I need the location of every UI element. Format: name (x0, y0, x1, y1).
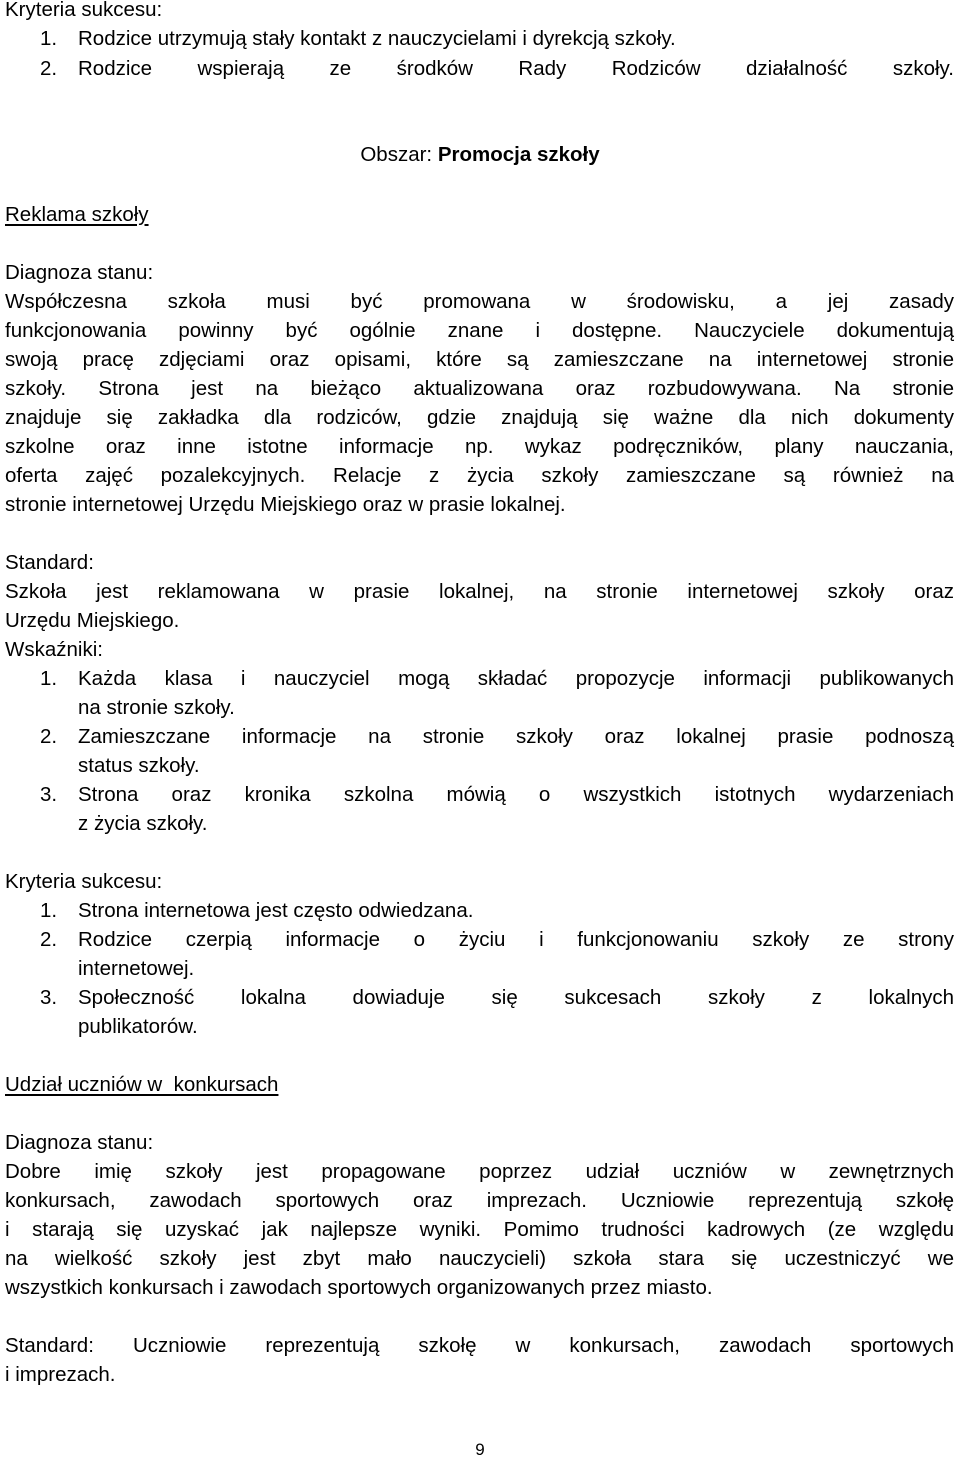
list-item: Rodzice utrzymują stały kontakt z nauczycielami i dyrekcją szkoły. (78, 27, 676, 50)
list-item: internetowej. (78, 957, 195, 980)
list-number: 3. (40, 783, 58, 806)
section-title: Reklama szkoły (5, 203, 149, 226)
area-heading (0, 141, 960, 169)
area-prefix: Obszar: (360, 143, 433, 166)
list-item: na stronie szkoły. (78, 696, 235, 719)
paragraph-line: stronie internetowej Urzędu Miejskiego oraz w prasie lokalnej. (5, 493, 566, 516)
area-name: Promocja szkoły (437, 143, 600, 166)
list-number: 3. (40, 986, 58, 1009)
criteria-heading: Kryteria sukcesu: (5, 0, 163, 21)
paragraph-line: szkoły. Strona jest na bieżąco aktualizowana oraz rozbudowywana. Na stronie (5, 377, 954, 400)
paragraph-line: na wielkość szkoły jest zbyt mało nauczycieli) szkoła stara się uczestniczyć we (5, 1247, 954, 1270)
paragraph-line: Współczesna szkoła musi być promowana w środowisku, a jej zasady (5, 290, 954, 313)
list-item: Każda klasa i nauczyciel mogą składać propozycje informacji publikowanych (78, 667, 954, 690)
paragraph-line: wszystkich konkursach i zawodach sportowych organizowanych przez miasto. (5, 1276, 713, 1299)
paragraph-line: swoją pracę zdjęciami oraz opisami, które są zamieszczane na internetowej stronie (5, 348, 954, 371)
diagnosis-label: Diagnoza stanu: (5, 1131, 154, 1154)
indicators-label: Wskaźniki: (5, 638, 103, 661)
paragraph-line: Urzędu Miejskiego. (5, 609, 180, 632)
list-number: 2. (40, 725, 58, 748)
paragraph-line: konkursach, zawodach sportowych oraz imprezach. Uczniowie reprezentują szkołę (5, 1189, 954, 1212)
paragraph-line: oferta zajęć pozalekcyjnych. Relacje z życia szkoły zamieszczane są również na (5, 464, 954, 487)
list-item: status szkoły. (78, 754, 200, 777)
section-title: Udział uczniów w konkursach (5, 1073, 279, 1096)
page-number: 9 (475, 1440, 485, 1459)
paragraph-line: Dobre imię szkoły jest propagowane poprzez udział uczniów w zewnętrznych (5, 1160, 954, 1183)
paragraph-line: znajduje się zakładka dla rodziców, gdzie znajdują się ważne dla nich dokumenty (5, 406, 954, 429)
list-number: 2. (40, 928, 58, 951)
list-item: Rodzice wspierają ze środków Rady Rodziców działalność szkoły. (78, 57, 954, 80)
list-item: z życia szkoły. (78, 812, 208, 835)
list-item: Strona internetowa jest często odwiedzana. (78, 899, 474, 922)
list-number: 1. (40, 667, 58, 690)
list-item: Społeczność lokalna dowiaduje się sukcesach szkoły z lokalnych (78, 986, 954, 1009)
list-number: 2. (40, 57, 58, 80)
diagnosis-label: Diagnoza stanu: (5, 261, 154, 284)
standard-line: i imprezach. (5, 1363, 116, 1386)
list-item: publikatorów. (78, 1015, 198, 1038)
criteria-label: Kryteria sukcesu: (5, 870, 163, 893)
list-number: 1. (40, 27, 58, 50)
list-item: Rodzice czerpią informacje o życiu i funkcjonowaniu szkoły ze strony (78, 928, 954, 951)
paragraph-line: funkcjonowania powinny być ogólnie znane i dostępne. Nauczyciele dokumentują (5, 319, 954, 342)
list-number: 1. (40, 899, 58, 922)
paragraph-line: Szkoła jest reklamowana w prasie lokalnej, na stronie internetowej szkoły oraz (5, 580, 954, 603)
standard-label: Standard: (5, 551, 94, 574)
list-item: Strona oraz kronika szkolna mówią o wszystkich istotnych wydarzeniach (78, 783, 954, 806)
standard-line: Standard: Uczniowie reprezentują szkołę w konkursach, zawodach sportowych (5, 1334, 954, 1357)
paragraph-line: i starają się uzyskać jak najlepsze wyniki. Pomimo trudności kadrowych (ze względu (5, 1218, 954, 1241)
paragraph-line: szkolne oraz inne istotne informacje np. wykaz podręczników, plany nauczania, (5, 435, 954, 458)
list-item: Zamieszczane informacje na stronie szkoły oraz lokalnej prasie podnoszą (78, 725, 954, 748)
